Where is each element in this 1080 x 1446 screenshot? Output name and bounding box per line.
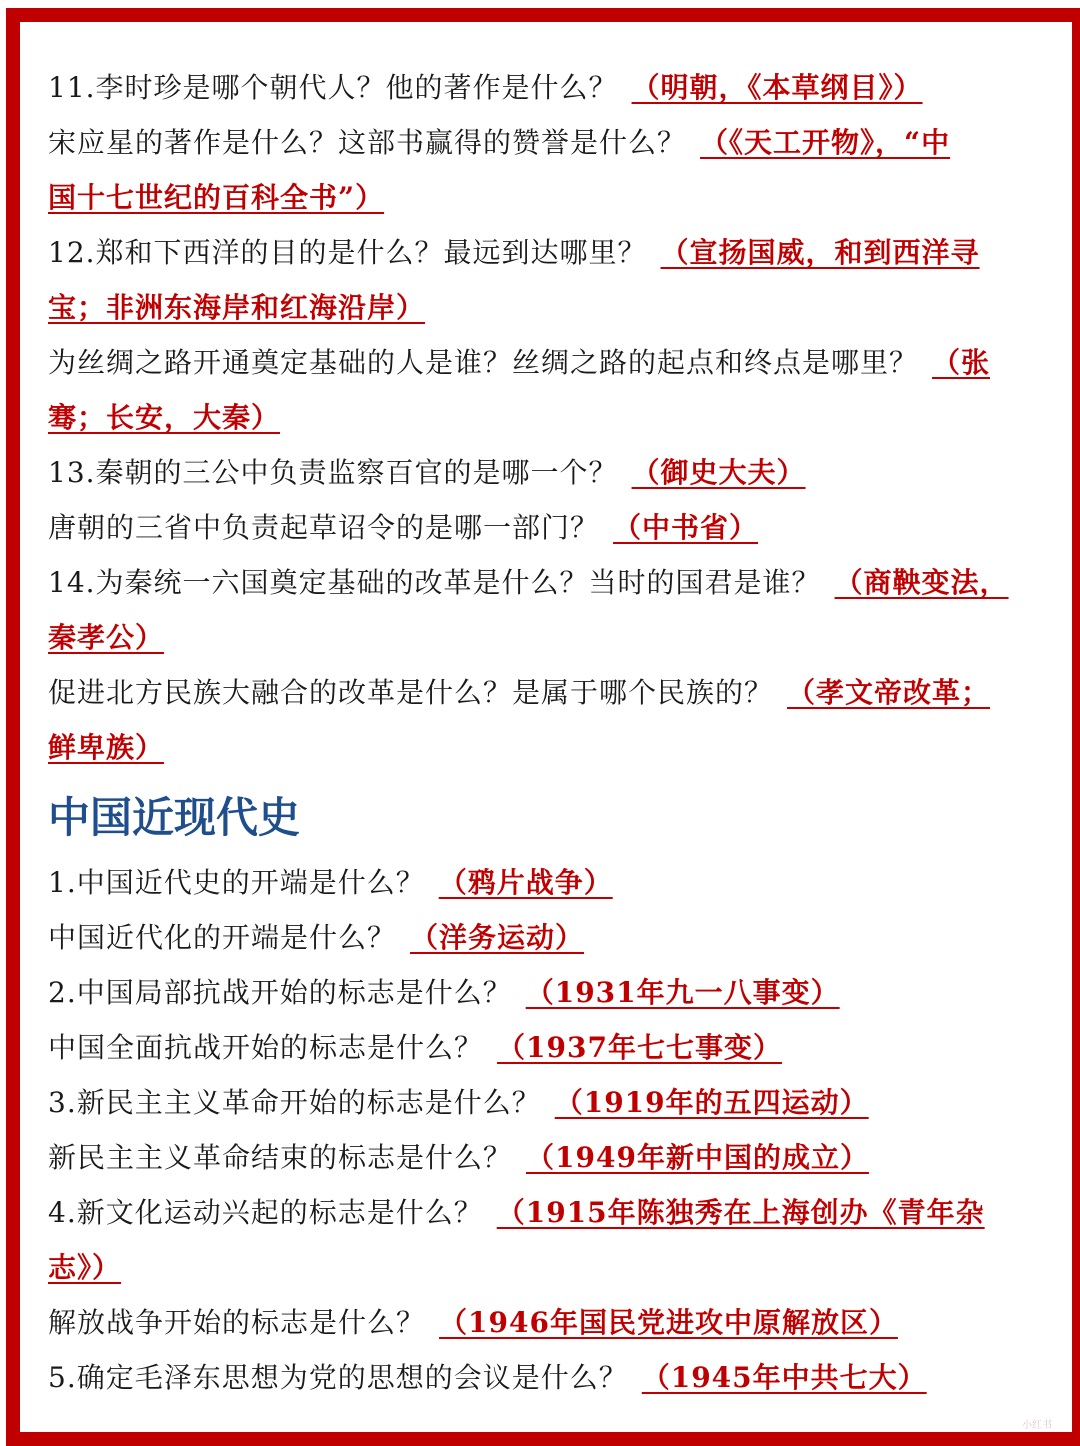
qa-line bbox=[48, 500, 1052, 555]
watermark: 小红书 bbox=[1022, 1420, 1052, 1431]
answer-text: （商鞅变法， bbox=[834, 566, 1009, 599]
answer-text: （宣扬国威，和到西洋寻 bbox=[660, 236, 980, 269]
qa-line bbox=[48, 60, 1052, 115]
qa-line bbox=[48, 610, 1052, 665]
qa-line bbox=[48, 445, 1052, 500]
qa-line bbox=[48, 1020, 1052, 1075]
answer-text: （鸦片战争） bbox=[438, 866, 613, 899]
section-heading: 中国近现代史 bbox=[48, 793, 301, 842]
answer-text: 鲜卑族） bbox=[48, 731, 165, 764]
answer-text: （1915年陈独秀在上海创办《青年杂 bbox=[496, 1196, 985, 1229]
qa-line bbox=[48, 965, 1052, 1020]
qa-line bbox=[48, 665, 1052, 720]
question-text: 2.中国局部抗战开始的标志是什么？ bbox=[48, 976, 512, 1009]
section-modern-history bbox=[48, 855, 1052, 1405]
qa-line bbox=[48, 280, 1052, 335]
qa-line bbox=[48, 720, 1052, 775]
question-text: 14.为秦统一六国奠定基础的改革是什么？当时的国君是谁？ bbox=[48, 566, 821, 599]
qa-line bbox=[48, 390, 1052, 445]
answer-text: 秦孝公） bbox=[48, 621, 165, 654]
qa-line bbox=[48, 1075, 1052, 1130]
answer-text: （中书省） bbox=[613, 511, 759, 544]
section-ancient-history bbox=[48, 60, 1052, 775]
qa-line bbox=[48, 1130, 1052, 1185]
answer-text: （1945年中共七大） bbox=[641, 1361, 927, 1394]
question-text: 中国全面抗战开始的标志是什么？ bbox=[48, 1031, 484, 1064]
question-text: 解放战争开始的标志是什么？ bbox=[48, 1306, 426, 1339]
qa-line bbox=[48, 855, 1052, 910]
question-text: 13.秦朝的三公中负责监察百官的是哪一个？ bbox=[48, 456, 618, 489]
qa-line bbox=[48, 1350, 1052, 1405]
answer-text: 宝；非洲东海岸和红海沿岸） bbox=[48, 291, 426, 324]
qa-line bbox=[48, 115, 1052, 170]
question-text: 3.新民主主义革命开始的标志是什么？ bbox=[48, 1086, 541, 1119]
answer-text: （1919年的五四运动） bbox=[554, 1086, 869, 1119]
question-text: 中国近代化的开端是什么？ bbox=[48, 921, 397, 954]
document-content bbox=[48, 60, 1052, 1405]
answer-text: （洋务运动） bbox=[410, 921, 585, 954]
question-text: 新民主主义革命结束的标志是什么？ bbox=[48, 1141, 513, 1174]
answer-text: 志》） bbox=[48, 1251, 122, 1284]
question-text: 唐朝的三省中负责起草诏令的是哪一部门？ bbox=[48, 511, 600, 544]
qa-line bbox=[48, 335, 1052, 390]
qa-line bbox=[48, 170, 1052, 225]
answer-text: 国十七世纪的百科全书”） bbox=[48, 181, 385, 214]
qa-line bbox=[48, 910, 1052, 965]
question-text: 12.郑和下西洋的目的是什么？最远到达哪里？ bbox=[48, 236, 647, 269]
red-border-frame bbox=[6, 8, 1080, 1446]
answer-text: （1931年九一八事变） bbox=[525, 976, 840, 1009]
answer-text: （御史大夫） bbox=[631, 456, 806, 489]
question-text: 1.中国近代史的开端是什么？ bbox=[48, 866, 425, 899]
question-text: 11.李时珍是哪个朝代人？他的著作是什么？ bbox=[48, 71, 618, 104]
question-text: 为丝绸之路开通奠定基础的人是谁？丝绸之路的起点和终点是哪里？ bbox=[48, 346, 919, 379]
answer-text: （1949年新中国的成立） bbox=[526, 1141, 869, 1174]
answer-text: （《天工开物》，“中 bbox=[700, 126, 951, 159]
answer-text: 骞；长安，大秦） bbox=[48, 401, 281, 434]
answer-text: （1937年七七事变） bbox=[497, 1031, 782, 1064]
question-text: 促进北方民族大融合的改革是什么？是属于哪个民族的？ bbox=[48, 676, 774, 709]
answer-text: （张 bbox=[932, 346, 991, 379]
question-text: 宋应星的著作是什么？这部书赢得的赞誉是什么？ bbox=[48, 126, 687, 159]
qa-line bbox=[48, 1240, 1052, 1295]
answer-text: （明朝，《本草纲目》） bbox=[631, 71, 923, 104]
qa-line bbox=[48, 555, 1052, 610]
answer-text: （1946年国民党进攻中原解放区） bbox=[439, 1306, 898, 1339]
question-text: 4.新文化运动兴起的标志是什么？ bbox=[48, 1196, 483, 1229]
qa-line bbox=[48, 1185, 1052, 1240]
qa-line bbox=[48, 1295, 1052, 1350]
qa-line bbox=[48, 225, 1052, 280]
question-text: 5.确定毛泽东思想为党的思想的会议是什么？ bbox=[48, 1361, 628, 1394]
answer-text: （孝文帝改革； bbox=[787, 676, 991, 709]
